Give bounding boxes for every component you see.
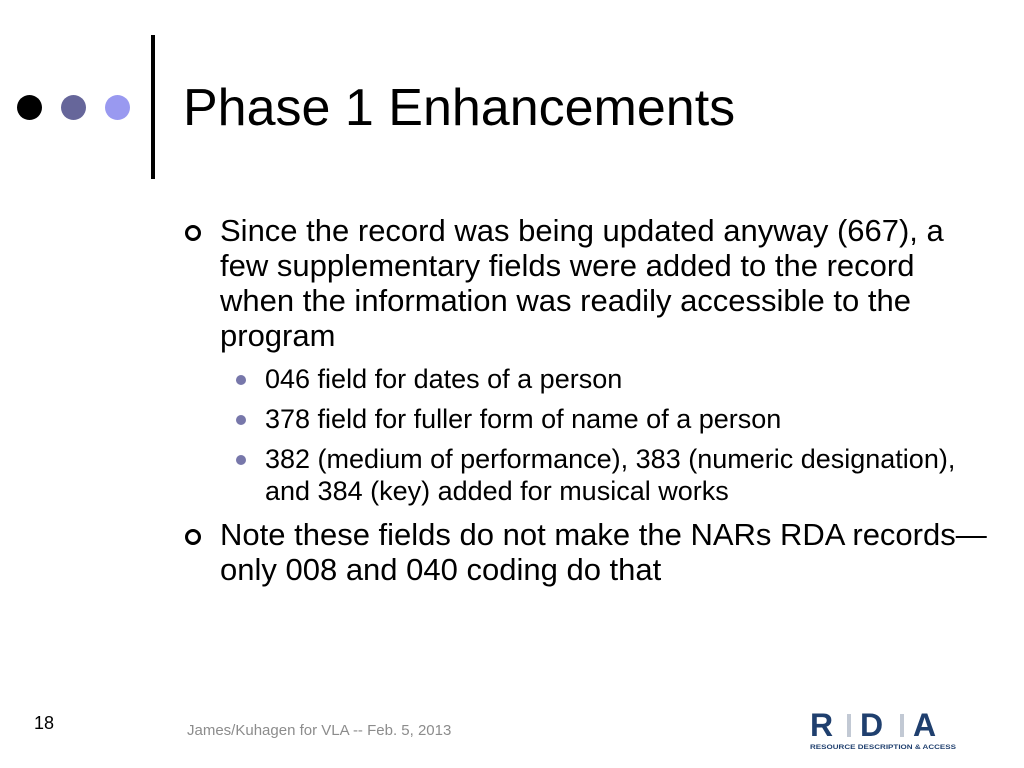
- rda-logo: [810, 706, 958, 754]
- page-number: 18: [34, 713, 55, 733]
- dot-bullet-icon: [236, 375, 246, 385]
- slide-title: Phase 1 Enhancements: [183, 79, 736, 137]
- sub-bullet-item: [228, 363, 993, 395]
- bullet-text: Since the record was being updated anyway (667), a few supplementary fields were added to the record when the information was readily accessible to the program: [220, 213, 944, 353]
- logo-tagline: RESOURCE DESCRIPTION & ACCESS: [810, 744, 957, 751]
- sub-bullet-list: [183, 363, 993, 507]
- logo-divider: [847, 714, 851, 737]
- bullet-text: Note these fields do not make the NARs RDA records—only 008 and 040 coding do that: [220, 517, 987, 587]
- dot-bullet-icon: [236, 415, 246, 425]
- slate-dot-icon: [61, 95, 86, 120]
- slide-body: [183, 213, 993, 587]
- sub-bullet-item: [228, 443, 993, 507]
- sub-bullet-text: 378 field for fuller form of name of a person: [265, 404, 782, 434]
- ring-bullet-icon: [185, 225, 201, 241]
- slide-footer: James/Kuhagen for VLA -- Feb. 5, 2013: [187, 722, 452, 739]
- logo-letter-d: D: [860, 707, 884, 743]
- dot-bullet-icon: [236, 455, 246, 465]
- logo-divider: [900, 714, 904, 737]
- sub-bullet-text: 382 (medium of performance), 383 (numeric designation), and 384 (key) added for musical works: [265, 444, 956, 506]
- title-divider: [151, 35, 155, 179]
- logo-letter-a: A: [913, 707, 937, 743]
- lavender-dot-icon: [105, 95, 130, 120]
- sub-bullet-text: 046 field for dates of a person: [265, 364, 623, 394]
- bullet-item: [183, 517, 993, 587]
- ring-bullet-icon: [185, 529, 201, 545]
- sub-bullet-item: [228, 403, 993, 435]
- logo-letter-r: R: [810, 707, 834, 743]
- black-dot-icon: [17, 95, 42, 120]
- bullet-item: [183, 213, 993, 353]
